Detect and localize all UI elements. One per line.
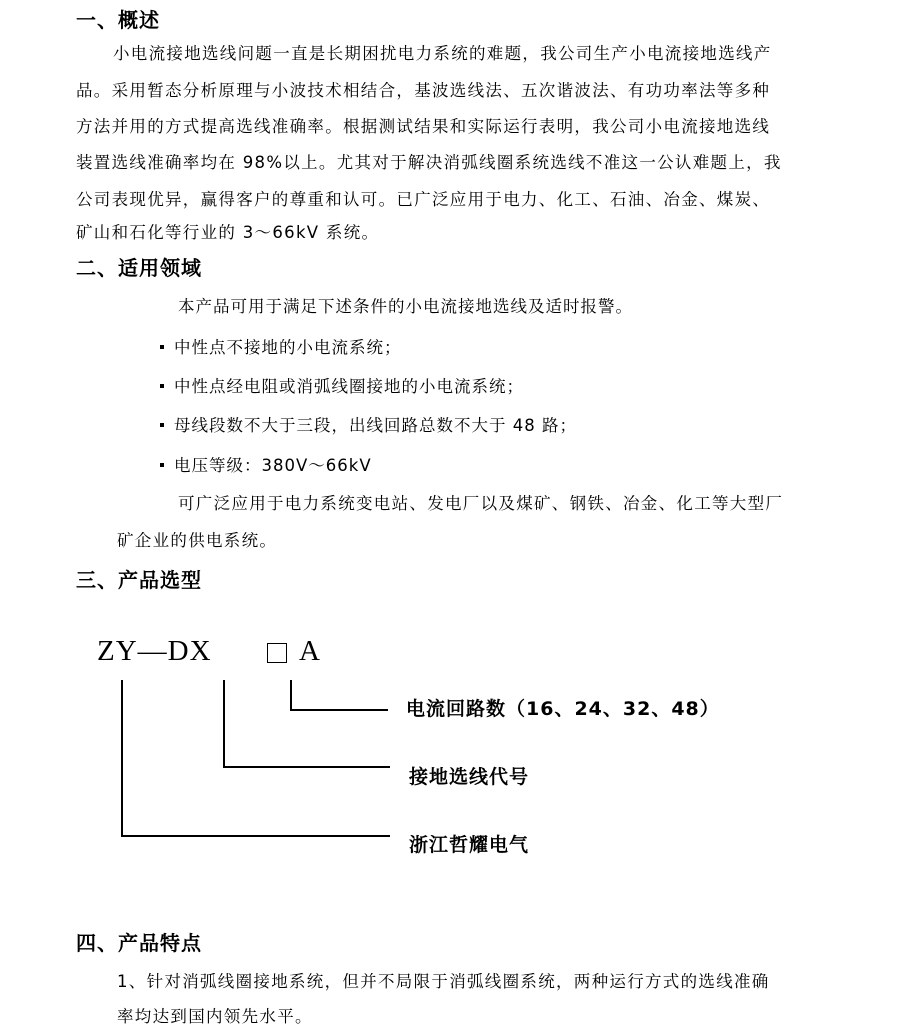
- section2-bullet-2: [160, 373, 524, 397]
- label-code: 接地选线代号: [409, 766, 530, 788]
- section3-heading: 三、产品选型: [76, 568, 202, 592]
- bullet-icon: [160, 463, 164, 467]
- section1-line-3: 方法并用的方式提高选线准确率。根据测试结果和实际运行表明，我公司小电流接地选线: [76, 117, 771, 136]
- section1-line-2: 品。采用暂态分析原理与小波技术相结合，基波选线法、五次谐波法、有功功率法等多种: [76, 81, 771, 100]
- section2-intro: 本产品可用于满足下述条件的小电流接地选线及适时报警。: [178, 297, 633, 316]
- section1-heading: 一、概述: [76, 8, 160, 32]
- section4-line-2: 率均达到国内领先水平。: [117, 1007, 313, 1026]
- section2-heading: 二、适用领域: [76, 256, 202, 280]
- bullet-icon: [160, 423, 164, 427]
- bracket-zy-vertical: [121, 680, 123, 836]
- bracket-a-vertical: [290, 680, 292, 710]
- section2-outro-line-2: 矿企业的供电系统。: [117, 531, 278, 550]
- section2-bullet-1: [160, 334, 402, 358]
- bullet-icon: [160, 384, 164, 388]
- model-suffix: A: [299, 635, 321, 667]
- section4-line-1: 1、针对消弧线圈接地系统，但并不局限于消弧线圈系统，两种运行方式的选线准确: [117, 972, 770, 991]
- bracket-a-horizontal: [290, 709, 388, 711]
- bullet-text: 中性点不接地的小电流系统；: [174, 338, 402, 357]
- label-brand: 浙江哲耀电气: [409, 834, 530, 856]
- section1-line-5: 公司表现优异，赢得客户的尊重和认可。已广泛应用于电力、化工、石油、冶金、煤炭、: [76, 190, 771, 209]
- bullet-text: 母线段数不大于三段，出线回路总数不大于 48 路；: [174, 416, 577, 435]
- section2-bullet-3: [160, 412, 577, 436]
- bullet-text: 中性点经电阻或消弧线圈接地的小电流系统；: [174, 377, 524, 396]
- section1-line-1: 小电流接地选线问题一直是长期困扰电力系统的难题，我公司生产小电流接地选线产: [113, 44, 772, 63]
- label-circuits: 电流回路数（16、24、32、48）: [406, 698, 720, 720]
- bullet-text: 电压等级：380V～66kV: [174, 456, 372, 475]
- bracket-zy-horizontal: [121, 835, 390, 837]
- section4-heading: 四、产品特点: [76, 931, 202, 955]
- bracket-dx-vertical: [223, 680, 225, 767]
- model-placeholder-box: [267, 643, 287, 667]
- section1-line-6: 矿山和石化等行业的 3～66kV 系统。: [76, 223, 380, 242]
- bullet-icon: [160, 345, 164, 349]
- section2-outro-line-1: 可广泛应用于电力系统变电站、发电厂以及煤矿、钢铁、冶金、化工等大型厂: [178, 494, 784, 513]
- section2-bullet-4: [160, 452, 372, 476]
- section1-line-4: 装置选线准确率均在 98%以上。尤其对于解决消弧线圈系统选线不准这一公认难题上，我: [76, 153, 782, 172]
- bracket-dx-horizontal: [223, 766, 390, 768]
- model-prefix: ZY—DX: [97, 635, 212, 667]
